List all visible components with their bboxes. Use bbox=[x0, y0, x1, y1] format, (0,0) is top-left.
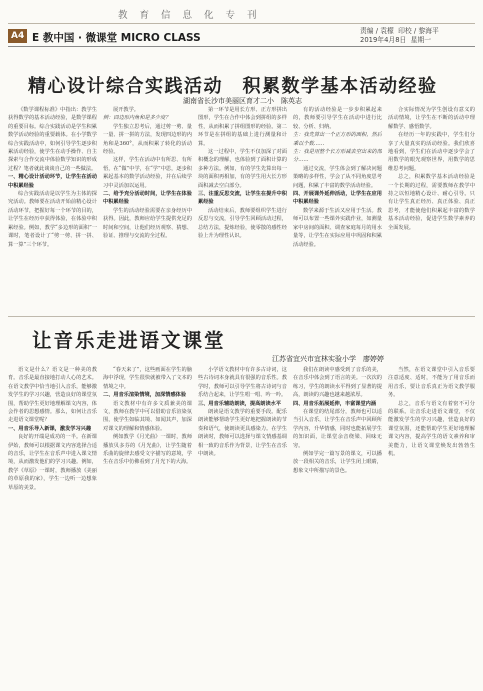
section-heading: 三、注重反思交流，让学生在提升中积累经验 bbox=[198, 191, 287, 206]
article2-column-4 bbox=[293, 366, 382, 684]
paragraph: 在课堂的结尾部分，教师也可以适当引入音乐，让学生在音乐声中回顾所学内容，升华情感，同时也能拓展学生的知识面，让课堂余音绕梁、回味无穷。 bbox=[293, 409, 382, 449]
page-meta bbox=[360, 27, 439, 44]
paragraph: 通过交流，学生体会到了解决问题策略的多样性，学会了从不同角度思考问题，积累了丰富的数学活动经验。 bbox=[293, 165, 382, 189]
paragraph: 当然，在语文课堂中引入音乐要注意适度、适时，不能为了用音乐而用音乐，要让音乐真正为语文教学服务。 bbox=[388, 367, 475, 399]
paragraph: 这一过程中，学生不仅加深了对面积概念的理解，也体验到了面积计算的多种方法。例如，有的学生先算出每一块的面积再相加，有的学生用大长方形面积减去空白部分。 bbox=[198, 149, 287, 189]
paragraph: 合实际情况为学生创设有意义的活动情境，让学生在不断的活动中理解数学、感悟数学。 bbox=[388, 107, 475, 130]
article2-byline: 江苏省宜兴市宜林实验小学 廖婷婷 bbox=[272, 355, 384, 363]
section-heading: 一、精心设计活动环节，让学生在活动中积累经验 bbox=[8, 174, 97, 189]
paragraph: 第一环节是用长方形、正方形拼出图形，学生在合作中体会到拼组的多样性，从而积累了拼组图形的经验。第二环节是在拼组的基础上进行测量和计算。 bbox=[198, 107, 287, 147]
article2-column-2 bbox=[103, 366, 192, 684]
article2-column-3 bbox=[198, 366, 287, 684]
section-title: E 教中国 · 微课堂 MICRO CLASS bbox=[32, 32, 201, 44]
paragraph: 活动结束后，教师要组织学生进行反思与交流，引导学生回顾活动过程，总结方法，提炼经验，使零散的感性经验上升为理性认识。 bbox=[198, 207, 287, 240]
paragraph: 语文教材中有许多文质兼美的课文，教师在教学中可以借助音乐渲染氛围，使学生如临其境、如闻其声，加深对课文的理解和情感体验。 bbox=[103, 400, 192, 432]
article1-column-1 bbox=[8, 106, 97, 310]
article-divider bbox=[8, 316, 475, 317]
section-heading: 三、用音乐辅助朗读，提高朗读水平 bbox=[198, 400, 282, 407]
paragraph: 总之，音乐与语文有着密不可分的联系。让音乐走进语文课堂，不仅能激发学生的学习兴趣，营造良好的课堂氛围，还能帮助学生更好地理解课文内容，提高学生的语文素养和审美能力，让语文课堂焕发出勃勃生机。 bbox=[388, 400, 475, 458]
masthead-slogan: 教育信息化专刊 bbox=[118, 10, 269, 21]
article1-byline: 湖南省长沙市美丽区育才二小 陈英志 bbox=[183, 97, 302, 105]
article1-title: 精心设计综合实践活动 积累数学基本活动经验 bbox=[28, 76, 438, 97]
paragraph: 语文是什么？语文是一种美的教育。音乐是最直接地打动人心的艺术。在语文教学中恰当地引入音乐，能够激发学生的学习兴趣，营造良好的课堂氛围，帮助学生更好地理解课文内容，体会作者的思想感情。那么，如何让音乐走进语文课堂呢？ bbox=[8, 367, 97, 424]
section-heading: 一、用音乐导入新课，激发学习兴趣 bbox=[8, 425, 92, 432]
paragraph: 展开教学。 bbox=[113, 107, 139, 113]
paragraph: 我们在朗读中感受到了音乐的美，在音乐中体会到了语言的美。一次次的练习，学生的朗读水平得到了显著的提高，朗读的兴趣也越来越浓厚。 bbox=[293, 367, 382, 399]
paragraph: 生：我是用整个长方形减去空出来的部分…… bbox=[293, 149, 382, 164]
issue-date: 2019年4月8日 bbox=[360, 35, 407, 44]
article1-column-3 bbox=[198, 106, 287, 310]
section-heading: 二、用音乐渲染情境，加深情感体验 bbox=[103, 392, 187, 399]
article2-column-1 bbox=[8, 366, 97, 684]
paragraph: 这样，学生在活动中有所思、有所悟，在“做”中学，在“学”中思，逐步积累起基本的数学活动经验，并在后续学习中灵活加以运用。 bbox=[103, 157, 192, 189]
article1-column-2 bbox=[103, 106, 192, 310]
editor-credit: 责编 / 袁檬 bbox=[360, 27, 394, 35]
paragraph: 数学来源于生活又应用于生活。教师可以布置一些课外实践作业，如测量家中房间的面积、调查家庭每月的用水量等，让学生在实际应用中巩固和积累活动经验。 bbox=[293, 207, 382, 248]
paragraph: 例如学完一篇写景的课文，可以播放一段相关的音乐，让学生闭上眼睛，想象文中所描写的景色。 bbox=[293, 451, 382, 474]
issue-weekday: 星期一 bbox=[410, 35, 432, 44]
article1-column-5 bbox=[388, 106, 475, 310]
paragraph: 总之，积累数学基本活动经验是一个长期的过程，需要教师在教学中持之以恒地精心设计、耐心引导。只有让学生真正经历、真正体验、真正思考，才能使他们积累起丰富的数学基本活动经验，促进学生数学素养的全面发展。 bbox=[388, 174, 475, 231]
section-heading: 二、给予充分活动时间，让学生在体验中积累经验 bbox=[103, 191, 192, 206]
header-rule bbox=[8, 46, 475, 47]
paragraph: 生：我先算出一个正方形的面积，然后乘以个数…… bbox=[293, 132, 382, 147]
article2-title: 让音乐走进语文课堂 bbox=[32, 329, 226, 352]
paragraph: 综合实践活动是以学生为主体的探究活动。教师要在活动开始前精心设计活动环节，把握好每一个环节的目的，让学生在经历中获得体验，在体验中积累经验。例如，教学“多边形的面积”一课时，笔者设计了“剪一剪、拼一拼、算一算”三个环节。 bbox=[8, 191, 97, 248]
article1-column-4 bbox=[293, 106, 382, 310]
paragraph: 有的活动经验是一步步积累起来的，教师要引导学生在活动中进行比较、分析、归纳。 bbox=[293, 107, 382, 130]
paragraph: 朗读是语文教学的重要手段。配乐朗读能够帮助学生更好地把握朗读的节奏和语气，使朗读更具感染力。在学生朗读时，教师可以选择与课文情感基调相一致的音乐作为背景，让学生在音乐中朗读。 bbox=[198, 409, 287, 458]
section-heading: 四、开展课外延伸活动，让学生在应用中积累经验 bbox=[293, 191, 382, 206]
paragraph: “春天来了”，这些画面在学生的脑海中浮现，学生很快就被带入了文本的情境之中。 bbox=[103, 367, 192, 390]
paragraph: 学生独立思考后，通过剪一剪、量一量、拼一拼的方法，发现四边形的内角和是360°，从而积累了转化的活动经验。 bbox=[103, 123, 192, 156]
paragraph: 《数学课程标准》中指出：教学生获得数学的基本活动经验，是数学课程的重要目标。综合实践活动是学生积累数学活动经验的重要载体。在小学数学综合实践活动中，如何引导学生逐步积累活动经验，使学生在动手操作、自主探索与合作交流中体验数学知识的形成过程？笔者就此谈谈自己的一些做法。 bbox=[8, 107, 97, 172]
paragraph: 良好的开端是成功的一半。在新课伊始，教师可以根据课文内容选择合适的音乐，让学生在音乐声中进入课文情境，从而激发他们的学习兴趣。例如，教学《草原》一课时，教师播放《美丽的草原我的家》，学生一边听一边想象草原的美景。 bbox=[8, 434, 97, 491]
article2-column-5 bbox=[388, 366, 475, 684]
paragraph: 例：四边形内角和是多少度？ bbox=[103, 115, 171, 122]
page-number-badge: A4 bbox=[8, 29, 27, 43]
paragraph: 学生的活动经验需要在亲身经历中获得。因此，教师应给学生提供充足的时间和空间，让他们经历观察、猜想、验证、推理与交流的全过程。 bbox=[103, 207, 192, 240]
section-heading: 四、用音乐拓展延伸，丰富课堂内涵 bbox=[293, 400, 377, 407]
paragraph: 在经历一年的实践中，学生们分享了大量真实的活动经验。我们欣喜地看到，学生们在活动中逐步学会了用数学的眼光观察世界，用数学的思维思考问题。 bbox=[388, 132, 475, 172]
masthead-rule bbox=[8, 23, 475, 24]
paragraph: 小学语文教材中有许多古诗词，这些古诗词本身就具有很强的音乐性。教学时，教师可以引导学生将古诗词与音乐结合起来，让学生唱一唱、吟一吟。 bbox=[198, 367, 287, 399]
paragraph: 例如教学《月光曲》一课时，教师播放贝多芬的《月光曲》，让学生随着乐曲的旋律去感受文字描写的意境，学生在音乐中仿佛看到了月光下的大海。 bbox=[103, 434, 192, 466]
designer-credit: 印校 / 黎海平 bbox=[398, 27, 439, 35]
page-header bbox=[0, 26, 483, 46]
